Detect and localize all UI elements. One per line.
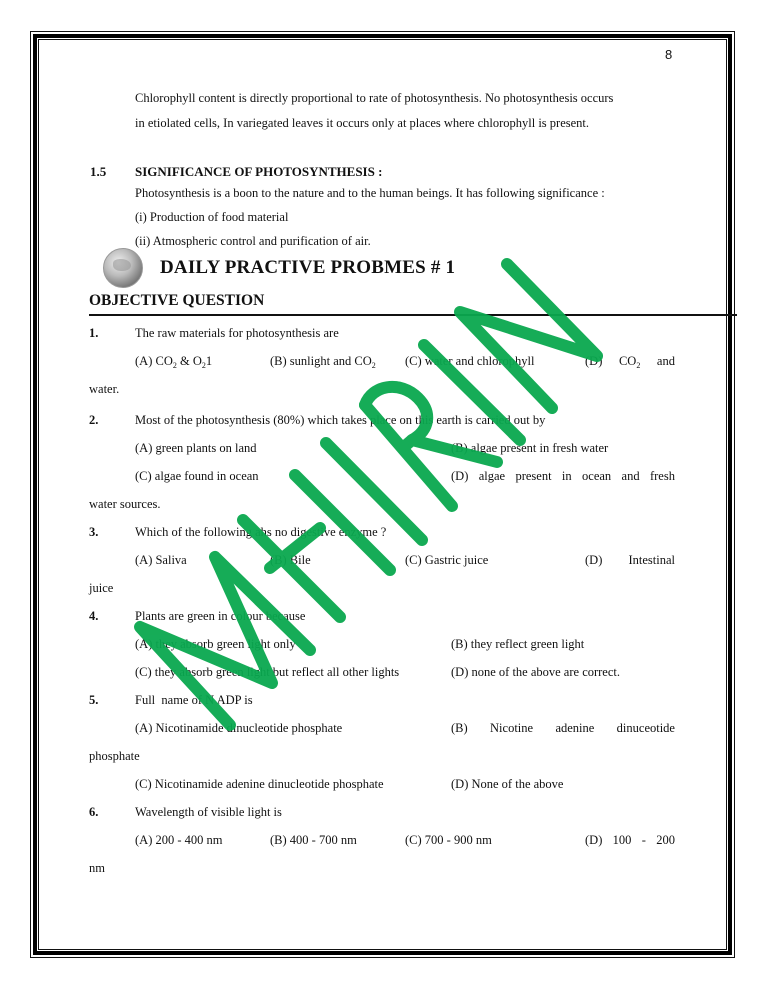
question-5-option-b: (B) Nicotine adenine dinuceotide (451, 721, 675, 735)
question-4-option-c: (C) they absorb green light but reflect all other lights (135, 665, 400, 679)
question-6-option-a: (A) 200 - 400 nm (135, 833, 223, 847)
section-title: SIGNIFICANCE OF PHOTOSYNTHESIS : (135, 164, 383, 179)
dpp-title: DAILY PRACTIVE PROBMES # 1 (160, 257, 456, 278)
question-1-option-a: (A) $CO_2$ & $O_21$ (135, 354, 213, 370)
question-2-option-a: (A) green plants on land (135, 441, 257, 455)
question-5-text: Full name of N ADP is (135, 693, 253, 707)
section-number: 1.5 (90, 164, 107, 179)
heading-rule (89, 314, 737, 316)
question-3-text: Which of the following ahs no digestive enzyme ? (135, 525, 387, 539)
question-5-option-b-continued: phosphate (89, 749, 140, 763)
question-6-option-d: (D) 100 - 200 (585, 833, 675, 847)
question-5-option-d: (D) None of the above (451, 777, 564, 791)
question-4-text: Plants are green in colour because (135, 609, 306, 623)
page-number: 8 (665, 47, 673, 62)
question-3-option-d-continued: juice (89, 581, 114, 595)
question-3-option-d: (D) Intestinal (585, 553, 675, 567)
question-4-option-a: (A) they absorb green light only (135, 637, 296, 651)
question-2-option-c: (C) algae found in ocean (135, 469, 259, 483)
question-1-option-c: (C) water and chlorophyll (405, 354, 535, 368)
section-line-1: Photosynthesis is a boon to the nature and to the human beings. It has following significance : (135, 186, 605, 200)
question-3-option-c: (C) Gastric juice (405, 553, 489, 567)
section-line-2: (i) Production of food material (135, 210, 289, 224)
question-3-number: 3. (89, 525, 99, 539)
globe-logo-icon (103, 248, 143, 288)
question-2-option-d-continued: water sources. (89, 497, 161, 511)
question-4-option-b: (B) they reflect green light (451, 637, 585, 651)
question-1-text: The raw materials for photosynthesis are (135, 326, 339, 340)
question-1-number: 1. (89, 326, 99, 340)
question-1-option-d: (D) $CO_2$ and (585, 354, 675, 370)
question-2-number: 2. (89, 413, 99, 427)
intro-line-1: Chlorophyll content is directly proportional to rate of photosynthesis. No photosynthesis occurs (135, 91, 614, 105)
question-5-number: 5. (89, 693, 99, 707)
question-5-option-c: (C) Nicotinamide adenine dinucleotide phosphate (135, 777, 384, 791)
question-2-option-b: (B) algae present in fresh water (451, 441, 609, 455)
question-2-text: Most of the photosynthesis (80%) which takes place on this earth is carried out by (135, 413, 546, 427)
question-6-text: Wavelength of visible light is (135, 805, 282, 819)
question-4-option-d: (D) none of the above are correct. (451, 665, 621, 679)
objective-question-heading: OBJECTIVE QUESTION (89, 292, 265, 309)
question-3-option-b: (B) Bile (270, 553, 311, 567)
question-6-option-d-continued: nm (89, 861, 105, 875)
section-line-3: (ii) Atmospheric control and purification of air. (135, 234, 371, 248)
intro-line-2: in etiolated cells, In variegated leaves it occurs only at places where chlorophyll is present. (135, 116, 590, 130)
question-1-option-d-continued: water. (89, 382, 120, 396)
question-6-number: 6. (89, 805, 99, 819)
question-4-number: 4. (89, 609, 99, 623)
question-6-option-c: (C) 700 - 900 nm (405, 833, 492, 847)
question-1-option-b: (B) sunlight and $CO_2$ (270, 354, 376, 370)
question-3-option-a: (A) Saliva (135, 553, 187, 567)
question-2-option-d: (D) algae present in ocean and fresh (451, 469, 675, 483)
question-6-option-b: (B) 400 - 700 nm (270, 833, 357, 847)
question-5-option-a: (A) Nicotinamide dinucleotide phosphate (135, 721, 343, 735)
